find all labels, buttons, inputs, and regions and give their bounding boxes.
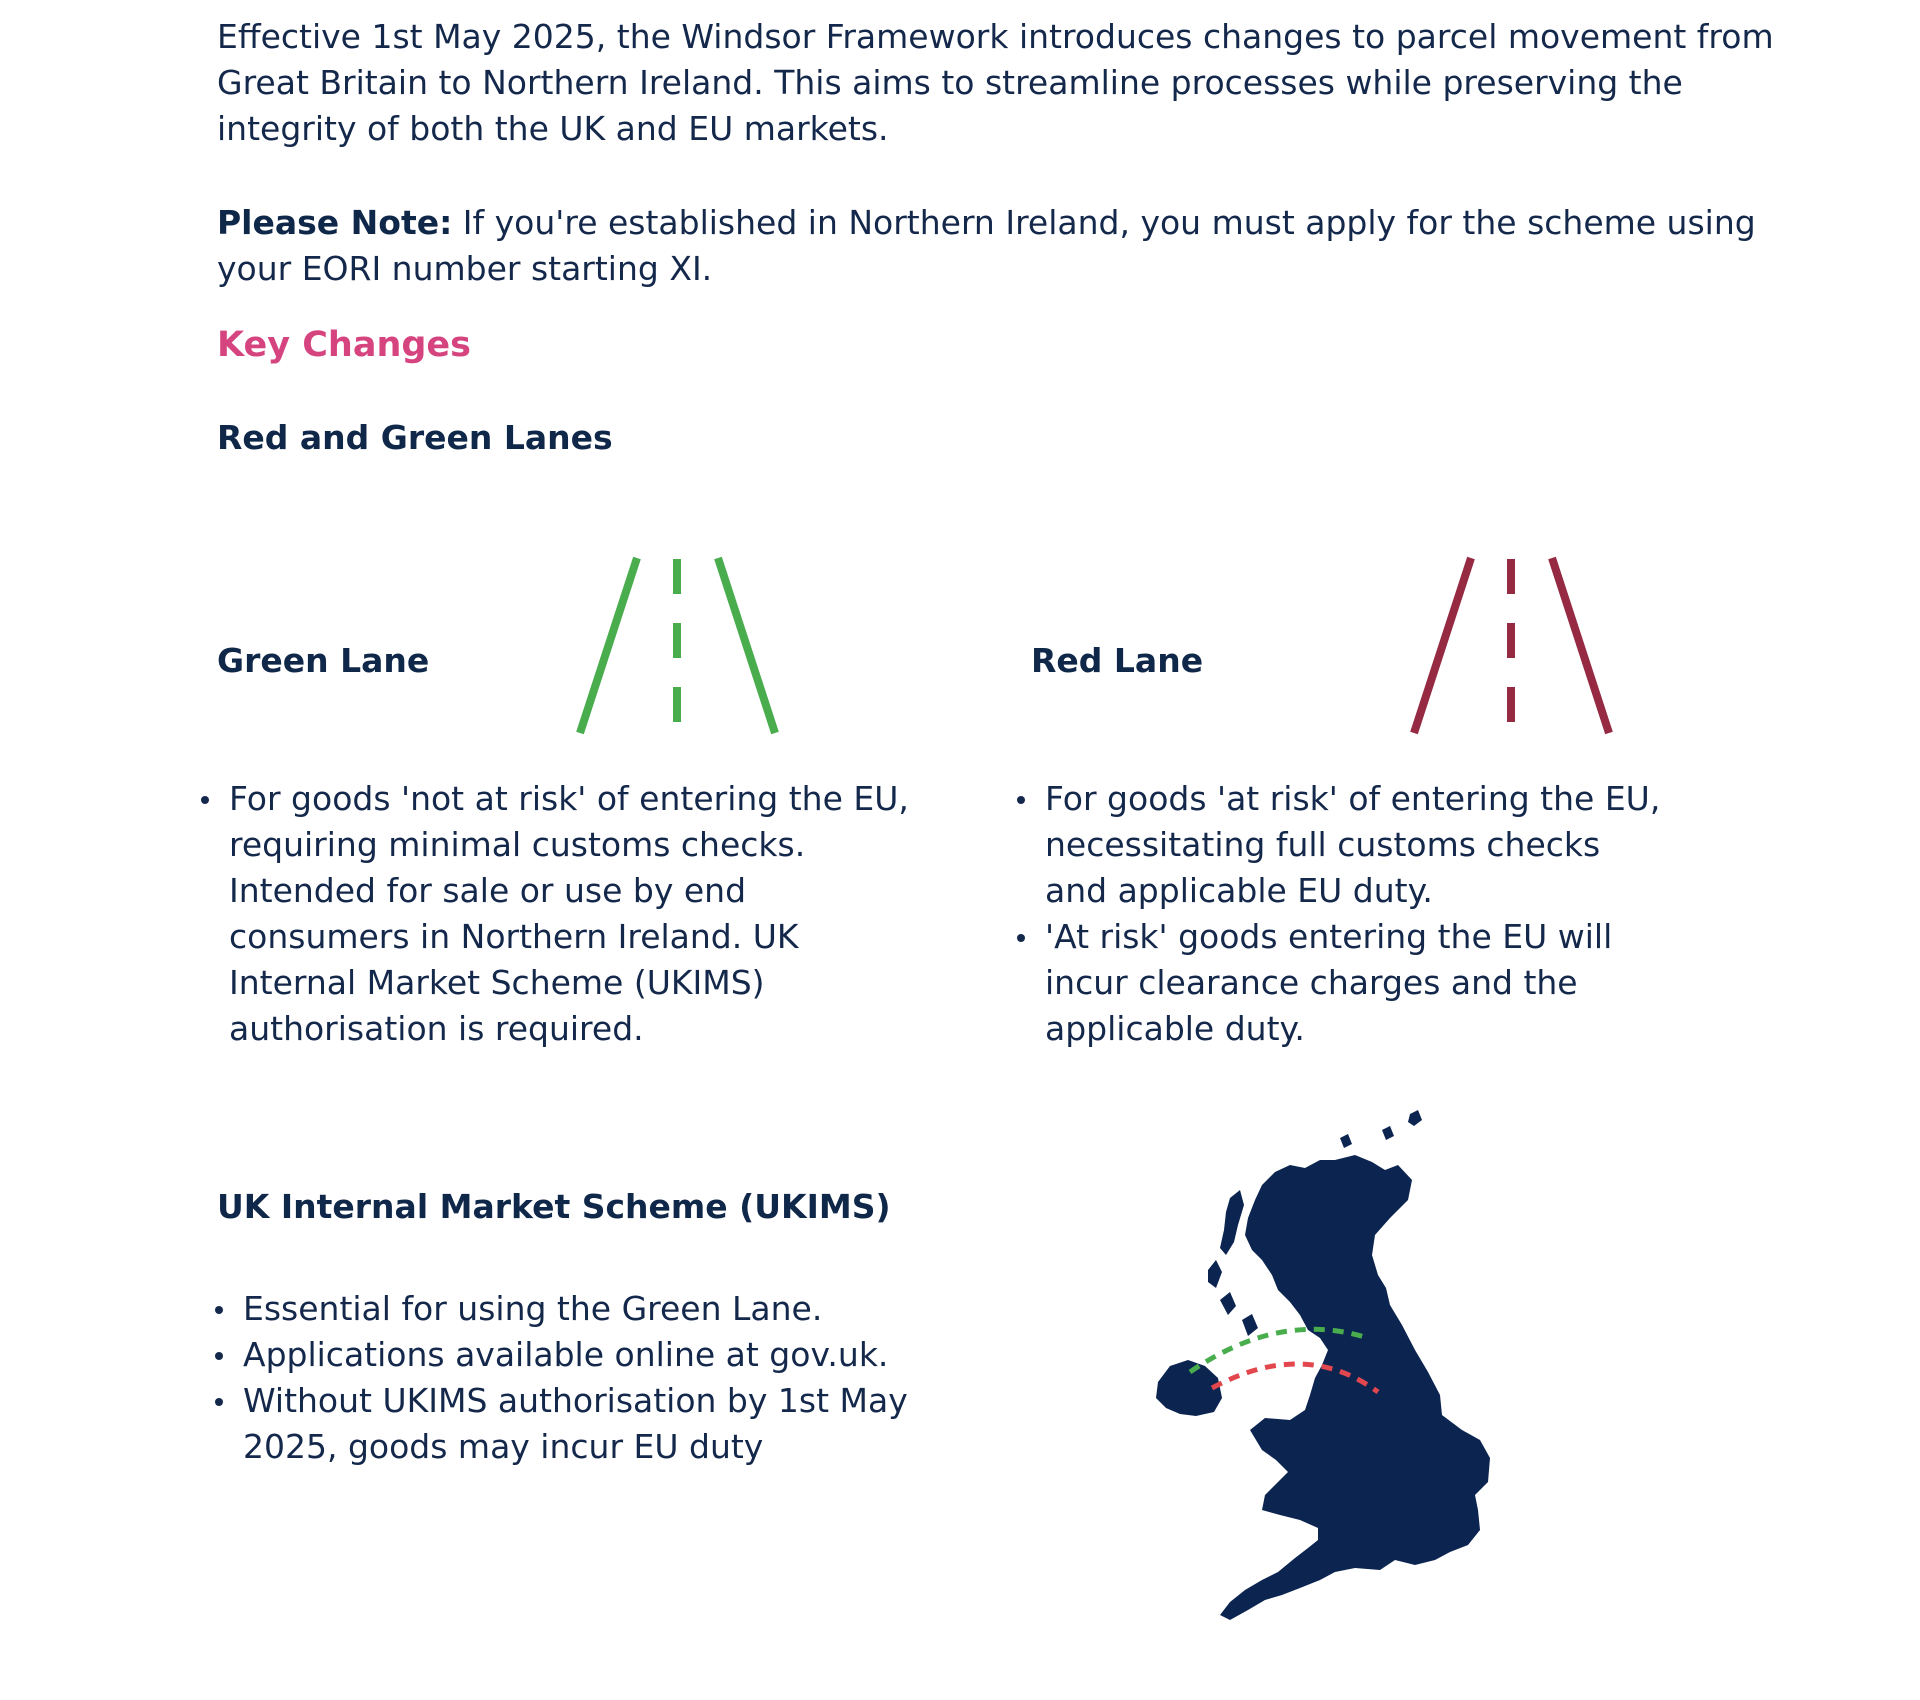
list-item: 'At risk' goods entering the EU will incur clearance charges and the applicable duty. <box>1017 914 1667 1052</box>
key-changes-heading: Key Changes <box>217 325 472 365</box>
red-road-icon <box>1404 555 1614 741</box>
list-item: Applications available online at gov.uk. <box>215 1332 955 1378</box>
green-lane-bullet-list <box>201 776 921 1052</box>
please-note-text: If you're established in Northern Ireland, you must apply for the scheme using your EORI number starting XI. <box>217 203 1756 288</box>
red-lane-bullet-list <box>1017 776 1667 1052</box>
list-item: Without UKIMS authorisation by 1st May 2025, goods may incur EU duty <box>215 1378 955 1470</box>
please-note-paragraph <box>217 200 1777 292</box>
please-note-label: Please Note: <box>217 203 453 242</box>
ukims-bullet-list <box>215 1286 955 1470</box>
list-item: For goods 'not at risk' of entering the EU, requiring minimal customs checks. Intended for sale or use by end consumers in Northern Ireland. UK Internal Market Scheme (UKIMS) authorisation is required. <box>201 776 921 1052</box>
ukims-heading: UK Internal Market Scheme (UKIMS) <box>217 1187 891 1226</box>
green-lane-heading: Green Lane <box>217 641 430 680</box>
uk-map-icon <box>1150 1110 1510 1664</box>
intro-paragraph: Effective 1st May 2025, the Windsor Framework introduces changes to parcel movement from Great Britain to Northern Ireland. This aims to streamline processes while preserving the integrity of both the UK and EU markets. <box>217 17 1774 148</box>
list-item: Essential for using the Green Lane. <box>215 1286 955 1332</box>
red-lane-heading: Red Lane <box>1031 641 1204 680</box>
green-road-icon <box>570 555 780 741</box>
list-item: For goods 'at risk' of entering the EU, necessitating full customs checks and applicable EU duty. <box>1017 776 1667 914</box>
lanes-heading: Red and Green Lanes <box>217 418 613 457</box>
